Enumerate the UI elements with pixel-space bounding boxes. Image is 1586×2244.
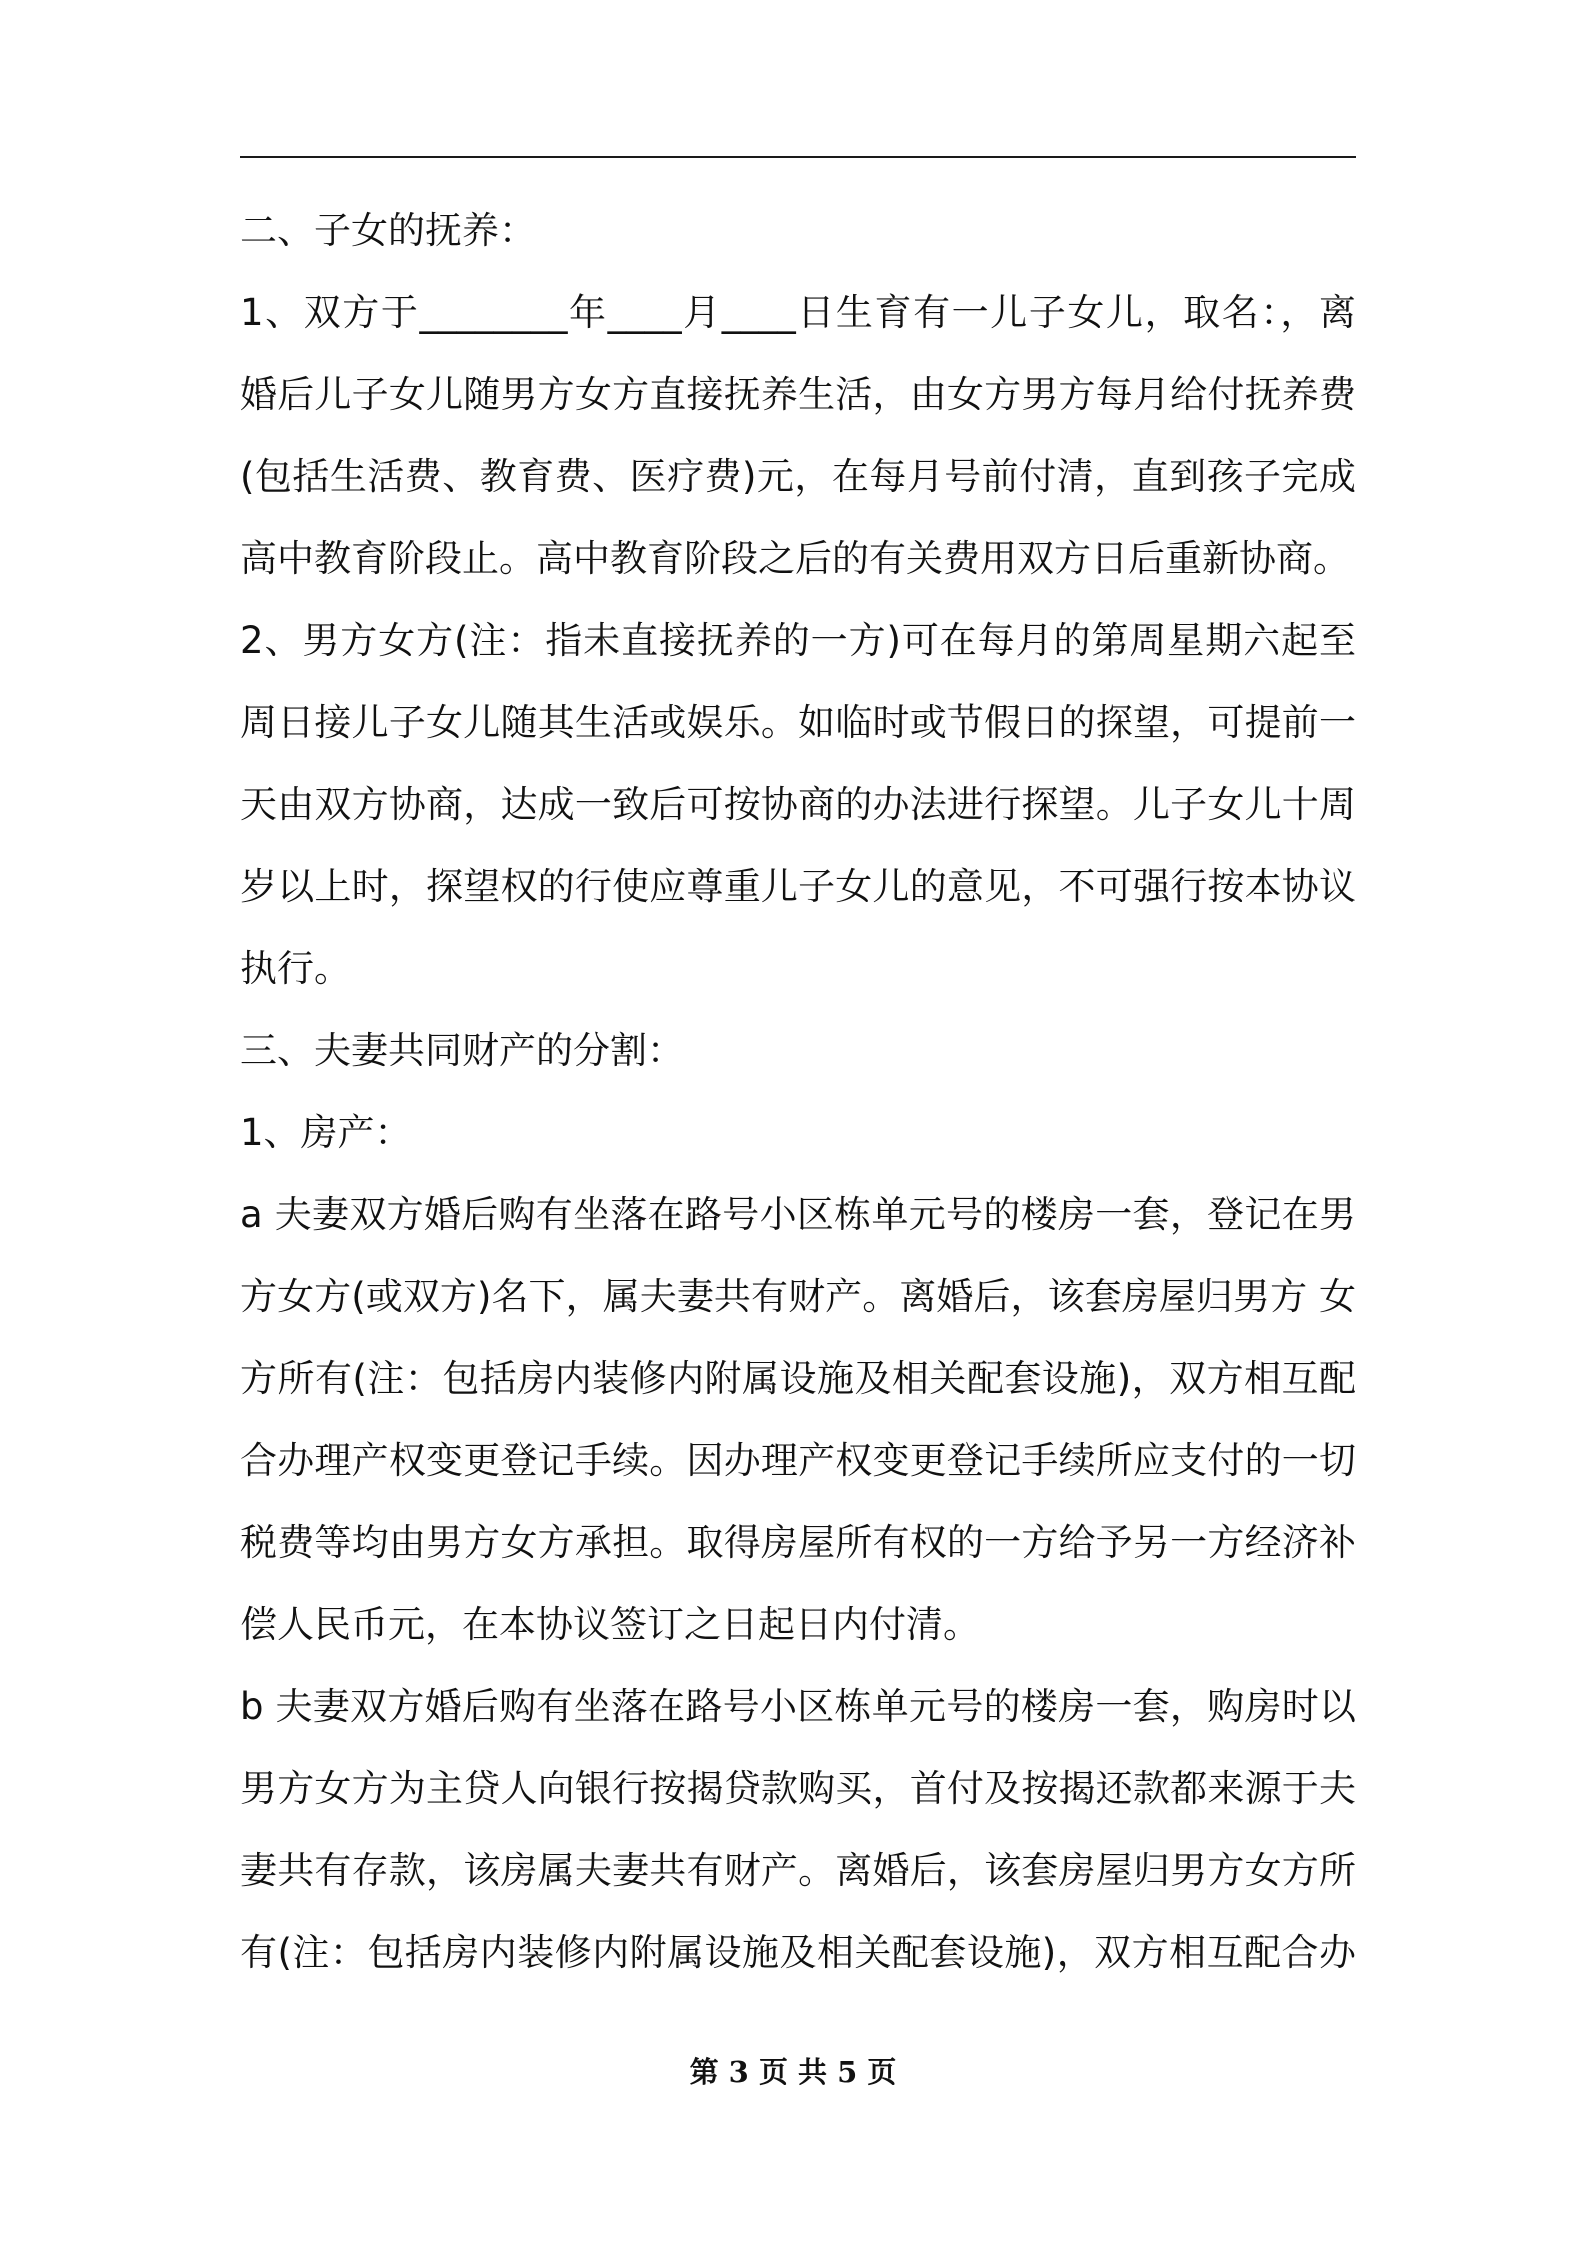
paragraph-line: 岁以上时，探望权的行使应尊重儿子女儿的意见，不可强行按本协议 — [240, 865, 1356, 908]
paragraph-line: 税费等均由男方女方承担。取得房屋所有权的一方给予另一方经济补 — [240, 1521, 1356, 1564]
subsection-heading-real-estate: 1、房产： — [240, 1111, 412, 1154]
paragraph-line: 合办理产权变更登记手续。因办理产权变更登记手续所应支付的一切 — [240, 1439, 1356, 1482]
paragraph-line: 执行。 — [240, 947, 351, 990]
paragraph-line: 妻共有存款，该房属夫妻共有财产。离婚后，该套房屋归男方女方所 — [240, 1849, 1356, 1892]
section-heading-child-custody: 二、子女的抚养： — [240, 209, 536, 252]
page-number-footer: 第 3 页 共 5 页 — [689, 2055, 897, 2089]
paragraph-line: 周日接儿子女儿随其生活或娱乐。如临时或节假日的探望，可提前一 — [240, 701, 1356, 744]
document-body — [240, 190, 1356, 1994]
paragraph-line: a 夫妻双方婚后购有坐落在路号小区栋单元号的楼房一套，登记在男 — [240, 1193, 1356, 1236]
paragraph-line: (包括生活费、教育费、医疗费)元，在每月号前付清，直到孩子完成 — [240, 455, 1356, 498]
paragraph-line: 2、男方女方(注：指未直接抚养的一方)可在每月的第周星期六起至 — [240, 619, 1356, 662]
paragraph-line: 有(注：包括房内装修内附属设施及相关配套设施)，双方相互配合办 — [240, 1931, 1356, 1974]
paragraph-line: 天由双方协商，达成一致后可按协商的办法进行探望。儿子女儿十周 — [240, 783, 1356, 826]
paragraph-line: 高中教育阶段止。高中教育阶段之后的有关费用双方日后重新协商。 — [240, 537, 1350, 580]
paragraph-line: 1、双方于________年____月____日生育有一儿子女儿，取名：，离 — [240, 291, 1356, 334]
paragraph-line: 偿人民币元，在本协议签订之日起日内付清。 — [240, 1603, 980, 1646]
paragraph-line: 男方女方为主贷人向银行按揭贷款购买，首付及按揭还款都来源于夫 — [240, 1767, 1356, 1810]
section-heading-property-division: 三、夫妻共同财产的分割： — [240, 1029, 684, 1072]
header-rule — [240, 156, 1356, 158]
paragraph-line: 婚后儿子女儿随男方女方直接抚养生活，由女方男方每月给付抚养费 — [240, 373, 1356, 416]
paragraph-line: b 夫妻双方婚后购有坐落在路号小区栋单元号的楼房一套，购房时以 — [240, 1685, 1356, 1728]
paragraph-line: 方女方(或双方)名下，属夫妻共有财产。离婚后，该套房屋归男方 女 — [240, 1275, 1356, 1318]
paragraph-line: 方所有(注：包括房内装修内附属设施及相关配套设施)，双方相互配 — [240, 1357, 1356, 1400]
